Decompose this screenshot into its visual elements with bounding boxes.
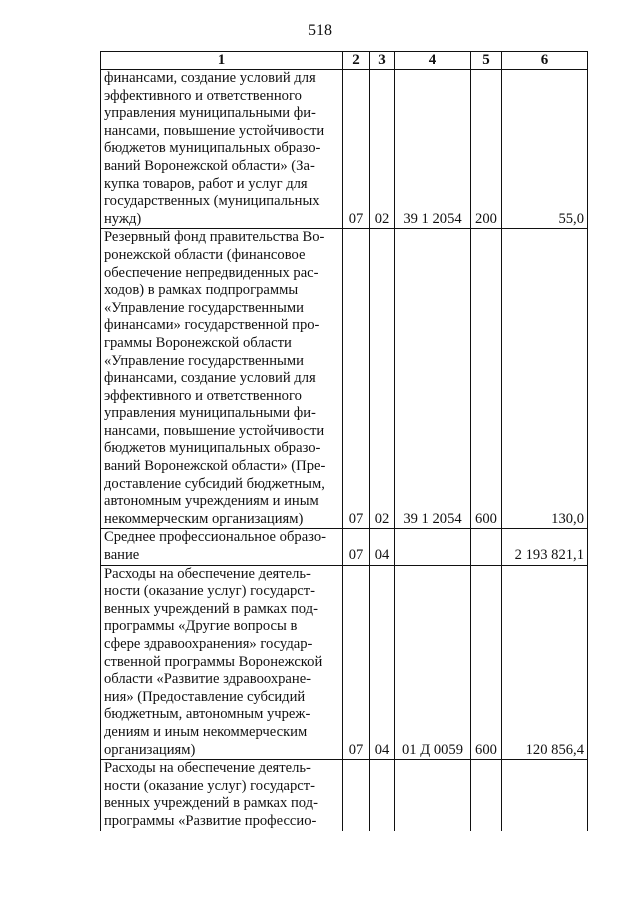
col-header-6: 6 [502, 52, 588, 70]
row-section [343, 760, 370, 831]
table-row [101, 760, 588, 831]
row-section: 07 [343, 229, 370, 529]
budget-table [100, 51, 588, 831]
row-expense-type [471, 760, 502, 831]
row-target-code: 39 1 2054 [395, 229, 471, 529]
col-header-1: 1 [101, 52, 343, 70]
row-target-code [395, 760, 471, 831]
row-amount [502, 760, 588, 831]
col-header-4: 4 [395, 52, 471, 70]
row-target-code: 39 1 2054 [395, 70, 471, 229]
row-description: финансами, создание условий для эффективного и ответственного управления муниципальными фи- нансами, повышение устойчивости бюджетов муниципальных образо- ваний Воронежской области» (За- купка товаров, работ и услуг для государственных (муниципальных нужд) [101, 70, 343, 229]
row-description: Среднее профессиональное образо- вание [101, 529, 343, 565]
row-subsection: 04 [370, 565, 395, 760]
table-header [101, 52, 588, 70]
col-header-3: 3 [370, 52, 395, 70]
page-number: 518 [308, 22, 332, 39]
row-amount: 55,0 [502, 70, 588, 229]
row-subsection [370, 760, 395, 831]
row-subsection: 02 [370, 70, 395, 229]
row-expense-type: 200 [471, 70, 502, 229]
row-target-code: 01 Д 0059 [395, 565, 471, 760]
row-section: 07 [343, 565, 370, 760]
row-amount: 130,0 [502, 229, 588, 529]
row-expense-type [471, 529, 502, 565]
row-amount: 120 856,4 [502, 565, 588, 760]
row-subsection: 04 [370, 529, 395, 565]
header-row [101, 52, 588, 70]
row-subsection: 02 [370, 229, 395, 529]
table-body [101, 70, 588, 831]
row-section: 07 [343, 529, 370, 565]
row-description: Резервный фонд правительства Во- ронежской области (финансовое обеспечение непредвиденных рас- ходов) в рамках подпрограммы «Управление государственными финансами» государственной про- граммы Воронежской области «Управление государственными финансами, создание условий для эффективного и ответственного управления муниципальными фи- нансами, повышение устойчивости бюджетов муниципальных образо- ваний Воронежской области» (Пре- доставление субсидий бюджетным, автономным учреждениям и иным некоммерческим организациям) [101, 229, 343, 529]
row-description: Расходы на обеспечение деятель- ности (оказание услуг) государст- венных учреждений в рамках под- программы «Другие вопросы в сфере здравоохранения» государ- ственной программы Воронежской области «Развитие здравоохране- ния» (Предоставление субсидий бюджетным, автономным учреж- дениям и иным некоммерческим организациям) [101, 565, 343, 760]
row-amount: 2 193 821,1 [502, 529, 588, 565]
row-expense-type: 600 [471, 229, 502, 529]
table-row [101, 229, 588, 529]
col-header-5: 5 [471, 52, 502, 70]
row-description: Расходы на обеспечение деятель- ности (оказание услуг) государст- венных учреждений в рамках под- программы «Развитие профессио- [101, 760, 343, 831]
col-header-2: 2 [343, 52, 370, 70]
row-expense-type: 600 [471, 565, 502, 760]
table-row [101, 529, 588, 565]
table-row [101, 70, 588, 229]
table-row [101, 565, 588, 760]
row-target-code [395, 529, 471, 565]
row-section: 07 [343, 70, 370, 229]
